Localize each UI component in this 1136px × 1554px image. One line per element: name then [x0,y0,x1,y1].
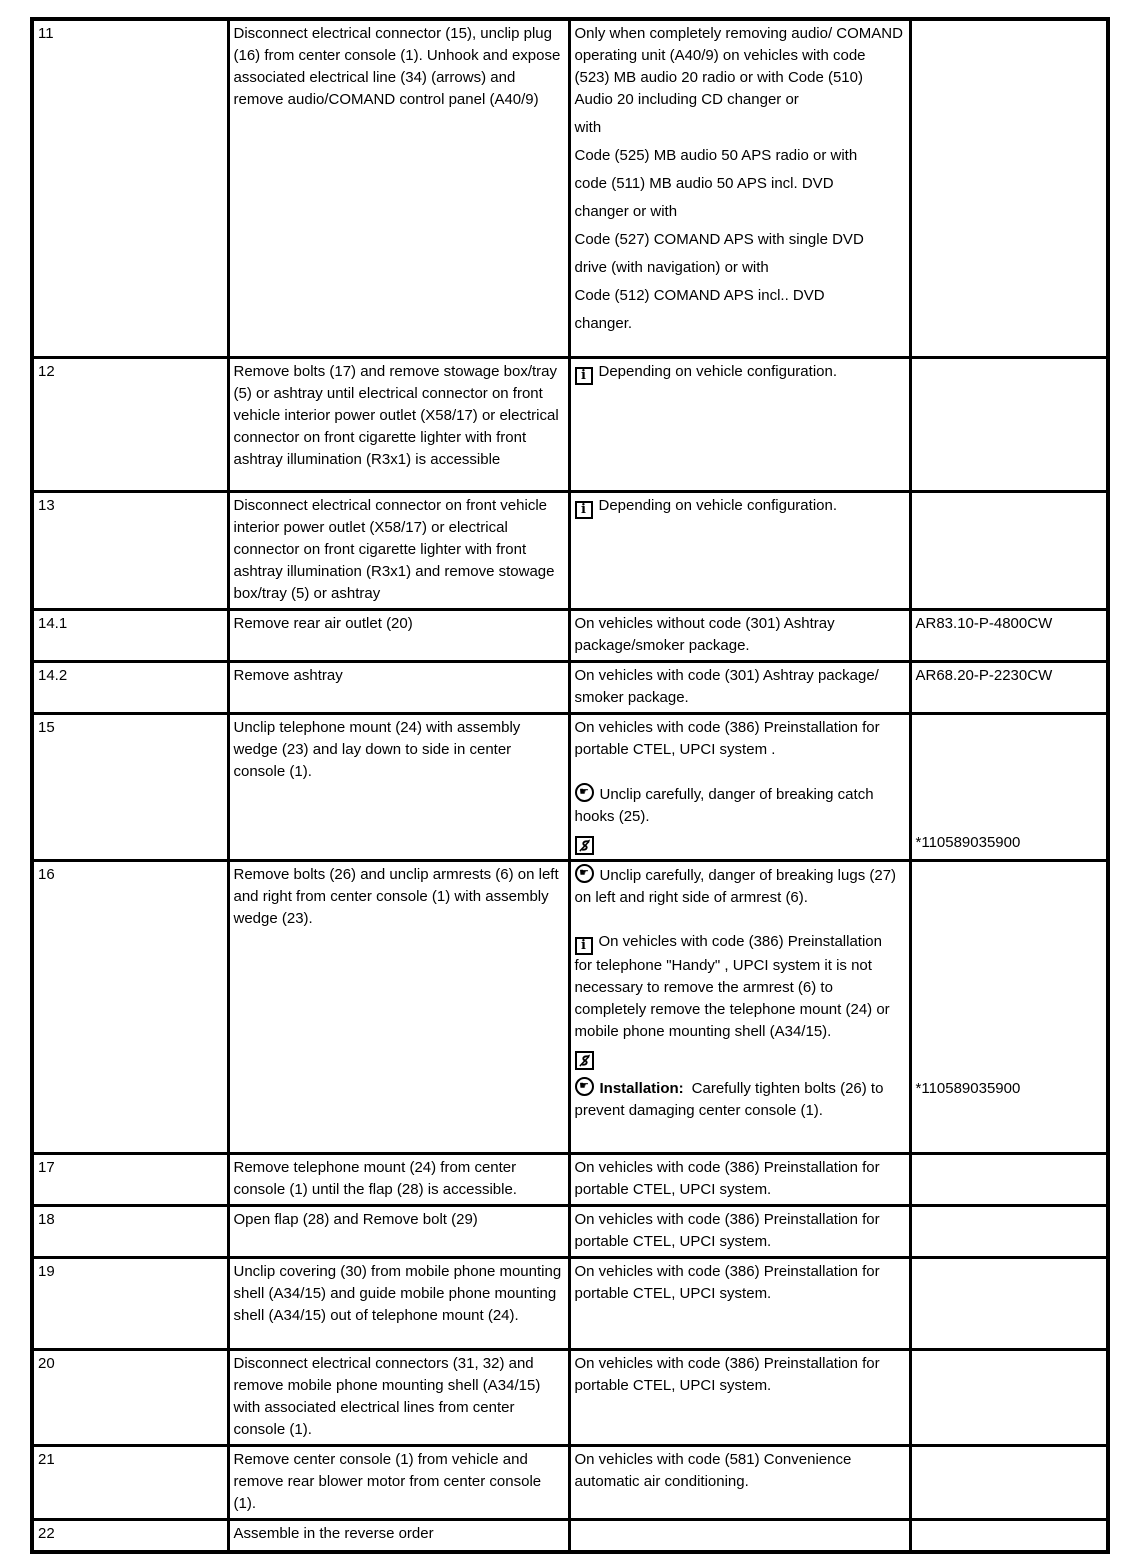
reference-code-cell [910,861,1108,1154]
condition-block [575,361,904,385]
condition-text: Only when completely removing audio/ COMAND operating unit (A40/9) on vehicles with code (523) MB audio 20 radio or with Code (510) Audio 20 including CD changer or [574,25,903,108]
instruction-cell [228,662,569,714]
instruction-text: Remove bolts (26) and unclip armrests (6) on left and right from center console (1) with assembly wedge (23). [233,866,559,927]
info-icon: i [575,501,593,519]
instruction-cell [228,714,569,861]
table-row [32,861,1108,1154]
tool-icon [575,1051,594,1070]
table-row [32,662,1108,714]
reference-code: *110589035900 [915,1080,1021,1097]
instruction-text: Open flap (28) and Remove bolt (29) [233,1211,478,1228]
condition-block [575,117,904,139]
step-number: 17 [32,1154,228,1206]
instruction-cell [228,19,569,358]
condition-cell [569,492,910,610]
reference-code: *110589035900 [915,834,1021,851]
instruction-cell [228,1206,569,1258]
condition-block [575,313,904,335]
condition-block [575,1049,904,1071]
condition-cell [569,714,910,861]
instruction-cell [228,1350,569,1446]
condition-block [575,173,904,195]
condition-cell [569,1206,910,1258]
reference-code: AR68.20-P-2230CW [915,667,1053,684]
step-number: 16 [32,861,228,1154]
hand-icon: ☛ [575,1077,594,1096]
procedure-table-body [32,19,1108,1552]
reference-code-cell [910,662,1108,714]
table-row [32,492,1108,610]
condition-block [575,665,904,709]
condition-block [575,1077,904,1122]
procedure-table [30,17,1110,1554]
condition-text: On vehicles without code (301) Ashtray package/smoker package. [574,615,835,654]
reference-code-cell [910,1206,1108,1258]
instruction-cell [228,1520,569,1553]
table-row [32,19,1108,358]
table-row [32,1520,1108,1553]
table-row [32,1446,1108,1520]
instruction-cell [228,492,569,610]
step-number: 15 [32,714,228,861]
condition-text: Depending on vehicle configuration. [598,363,837,380]
table-row [32,1154,1108,1206]
table-row [32,610,1108,662]
condition-block [575,23,904,111]
service-procedure-document [30,17,1106,1554]
condition-cell [569,1446,910,1520]
instruction-text: Remove telephone mount (24) from center console (1) until the flap (28) is accessible. [233,1159,517,1198]
reference-code-cell [910,610,1108,662]
table-row [32,1206,1108,1258]
reference-code-cell [910,1350,1108,1446]
table-row [32,1350,1108,1446]
condition-block [575,834,904,856]
condition-cell [569,1350,910,1446]
condition-cell [569,358,910,492]
instruction-text: Assemble in the reverse order [233,1525,434,1542]
condition-cell [569,19,910,358]
condition-text: On vehicles with code (386) Preinstallation for telephone "Handy" , UPCI system it is not necessary to remove the armrest (6) to completely remove the telephone mount (24) or mobile phone mounting shell (A34/15). [574,933,890,1040]
table-row [32,1258,1108,1350]
step-number: 11 [32,19,228,358]
condition-block [575,1157,904,1201]
condition-cell [569,861,910,1154]
reference-code-cell [910,492,1108,610]
table-row [32,714,1108,861]
hand-icon: ☛ [575,783,594,802]
step-number: 14.2 [32,662,228,714]
condition-block [575,931,904,1043]
condition-block [575,201,904,223]
condition-cell [569,610,910,662]
condition-block [575,613,904,657]
condition-block [575,257,904,279]
info-icon: i [575,367,593,385]
condition-text: On vehicles with code (581) Convenience automatic air conditioning. [574,1451,852,1490]
reference-code-cell [910,714,1108,861]
condition-text: Depending on vehicle configuration. [598,497,837,514]
instruction-text: Remove center console (1) from vehicle and remove rear blower motor from center console (1). [233,1451,542,1512]
instruction-cell [228,1154,569,1206]
condition-text: On vehicles with code (386) Preinstallation for portable CTEL, UPCI system. [574,1159,880,1198]
condition-text: changer or with [574,203,678,220]
reference-code-cell [910,19,1108,358]
condition-block [575,229,904,251]
step-number: 13 [32,492,228,610]
condition-cell [569,1258,910,1350]
instruction-text: Remove rear air outlet (20) [233,615,413,632]
condition-block [575,1353,904,1397]
tool-icon [575,836,594,855]
table-row [32,358,1108,492]
condition-text: Carefully tighten bolts (26) to prevent damaging center console (1). [574,1080,884,1119]
instruction-text: Disconnect electrical connector on front vehicle interior power outlet (X58/17) or electrical connector on front cigarette lighter with front ashtray illumination (R3x1) and remove stowage box/tray (5) or ashtray [233,497,555,602]
condition-text: On vehicles with code (386) Preinstallation for portable CTEL, UPCI system. [574,1263,880,1302]
instruction-cell [228,1258,569,1350]
instruction-cell [228,610,569,662]
step-number: 22 [32,1520,228,1553]
step-number: 21 [32,1446,228,1520]
condition-text: changer. [574,315,633,332]
condition-block [575,145,904,167]
info-icon: i [575,937,593,955]
condition-cell [569,1154,910,1206]
instruction-cell [228,1446,569,1520]
condition-block [575,717,904,761]
instruction-cell [228,358,569,492]
step-number: 12 [32,358,228,492]
condition-text: Unclip carefully, danger of breaking catch hooks (25). [574,786,874,825]
instruction-text: Remove ashtray [233,667,343,684]
condition-text: drive (with navigation) or with [574,259,769,276]
condition-block [575,1261,904,1305]
instruction-text: Unclip telephone mount (24) with assembly wedge (23) and lay down to side in center console (1). [233,719,521,780]
condition-block [575,495,904,519]
condition-text: Code (525) MB audio 50 APS radio or with [574,147,858,164]
condition-text: Code (512) COMAND APS incl.. DVD [574,287,825,304]
reference-code-cell [910,1446,1108,1520]
reference-code-cell [910,1154,1108,1206]
step-number: 20 [32,1350,228,1446]
reference-code-cell [910,1258,1108,1350]
instruction-text: Disconnect electrical connectors (31, 32) and remove mobile phone mounting shell (A34/15) with associated electrical lines from center console (1). [233,1355,541,1438]
instruction-text: Disconnect electrical connector (15), unclip plug (16) from center console (1). Unhook and expose associated electrical line (34) (arrows) and remove audio/COMAND control panel (A40/9) [233,25,561,108]
condition-block [575,783,904,828]
reference-code-cell [910,1520,1108,1553]
condition-block [575,1449,904,1493]
instruction-text: Remove bolts (17) and remove stowage box/tray (5) or ashtray until electrical connector on front vehicle interior power outlet (X58/17) or electrical connector on front cigarette lighter with front ashtray illumination (R3x1) is accessible [233,363,559,468]
condition-text: On vehicles with code (386) Preinstallation for portable CTEL, UPCI system. [574,1211,880,1250]
condition-text: with [574,119,602,136]
condition-text: code (511) MB audio 50 APS incl. DVD [574,175,834,192]
instruction-text: Unclip covering (30) from mobile phone mounting shell (A34/15) and guide mobile phone mounting shell (A34/15) out of telephone mount (24). [233,1263,562,1324]
condition-block [575,285,904,307]
condition-text: On vehicles with code (301) Ashtray package/ smoker package. [574,667,879,706]
condition-text: Code (527) COMAND APS with single DVD [574,231,864,248]
condition-block [575,1209,904,1253]
condition-text: On vehicles with code (386) Preinstallation for portable CTEL, UPCI system. [574,1355,880,1394]
instruction-cell [228,861,569,1154]
condition-block [575,864,904,909]
condition-cell [569,1520,910,1553]
condition-text: Unclip carefully, danger of breaking lugs (27) on left and right side of armrest (6). [574,867,897,906]
bold-label: Installation: [599,1080,684,1097]
step-number: 19 [32,1258,228,1350]
hand-icon: ☛ [575,864,594,883]
step-number: 14.1 [32,610,228,662]
reference-code: AR83.10-P-4800CW [915,615,1053,632]
condition-cell [569,662,910,714]
reference-code-cell [910,358,1108,492]
step-number: 18 [32,1206,228,1258]
condition-text: On vehicles with code (386) Preinstallation for portable CTEL, UPCI system . [574,719,880,758]
